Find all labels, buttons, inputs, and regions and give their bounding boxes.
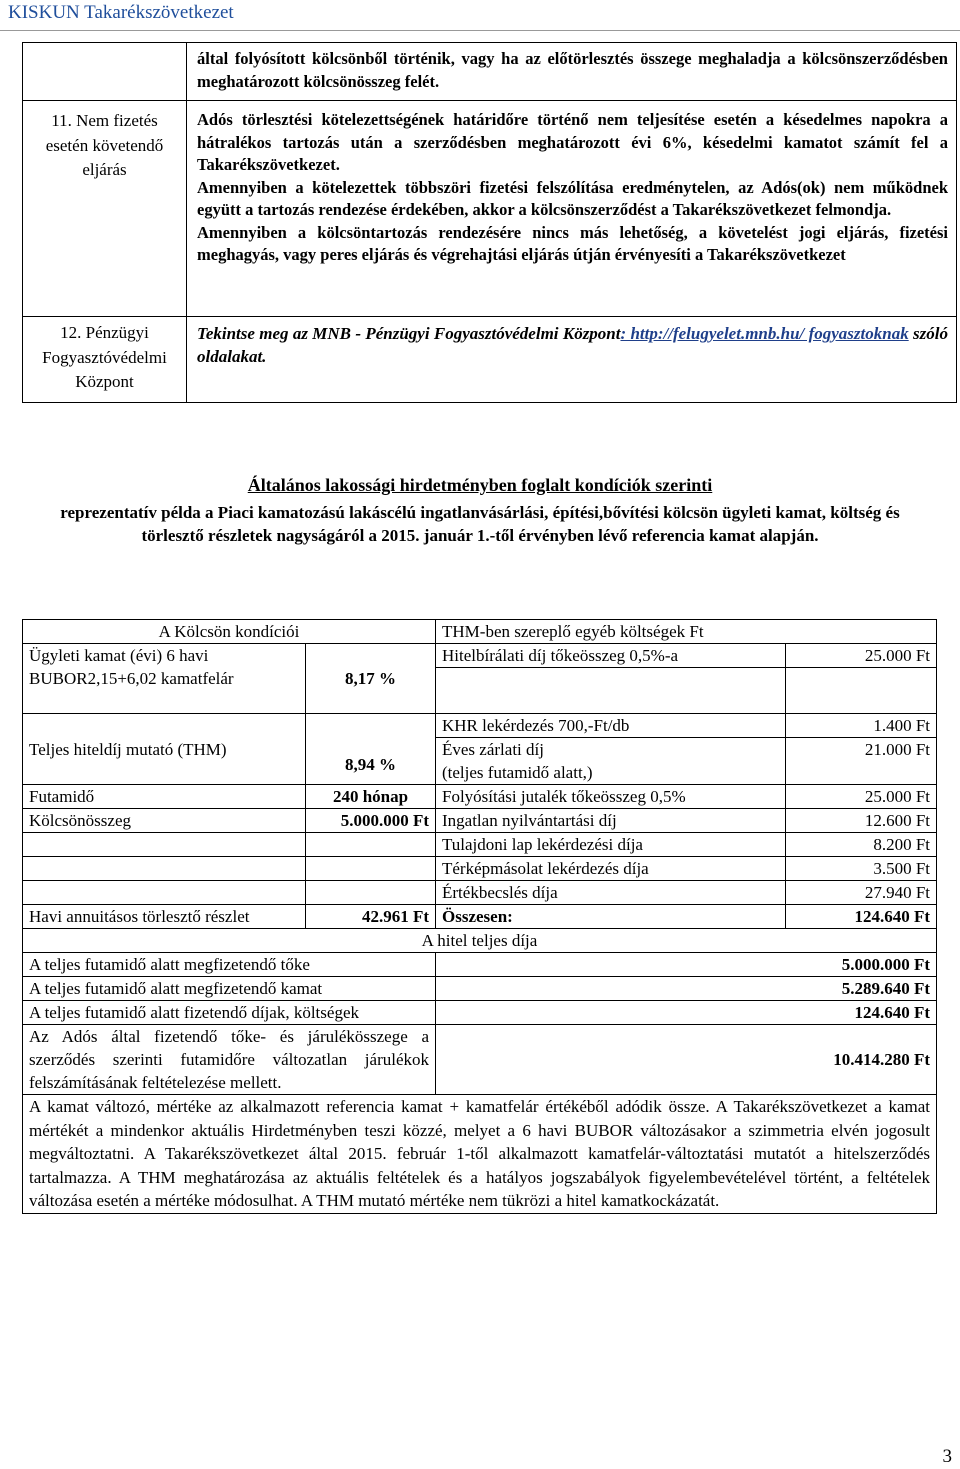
cost-value-2: 21.000 Ft bbox=[786, 738, 937, 785]
thm-label: Teljes hiteldíj mutató (THM) bbox=[23, 714, 306, 785]
document-header-title: KISKUN Takarékszövetkezet bbox=[8, 2, 234, 23]
section-11-p1: Adós törlesztési kötelezettségének határidőre történő nem teljesítése esetén a késedelmes napokra a hátralékos tartozás után a szerződésben meghatározott évi 6%, késedelmi kamatot számít fel a Takarékszövetkezet. bbox=[197, 110, 948, 174]
notes-text: A kamat változó, mértéke az alkalmazott referencia kamat + kamatfelár értékéből adódik össze. A Takarékszövetkezet a kamat mértékét a mindenkor aktuális Hirdetményben teszi közzé, melyet a 6 havi BUBOR változásakor a szimmetria elvén jogosult megváltoztatni. A Takarékszövetkezet által 2015. február 1-től alkalmazott kamatfelár-változtatási mutatót a hitelszerződés tartalmazza. A THM meghatározása az aktuális feltételek és a hatályos jogszabályok figyelembevételével történt, a feltételek változása esetén a mértéke módosulhat. A THM mutató mértéke nem tükrözi a hitel kamatkockázatát. bbox=[23, 1095, 937, 1214]
fee-value-0: 5.000.000 Ft bbox=[436, 953, 937, 977]
section-11-label: 11. Nem fizetés esetén követendő eljárás bbox=[45, 111, 164, 179]
cost-name-5: Tulajdoni lap lekérdezési díja bbox=[436, 833, 786, 857]
fee-value-2: 124.640 Ft bbox=[436, 1001, 937, 1025]
term-label: Futamidő bbox=[23, 785, 306, 809]
cost-value-4: 12.600 Ft bbox=[786, 809, 937, 833]
cost-value-0: 25.000 Ft bbox=[786, 644, 937, 668]
total-value: 124.640 Ft bbox=[786, 905, 937, 929]
cost-name-2-main: Éves zárlati díj bbox=[442, 740, 544, 759]
mnb-intro: Tekintse meg az MNB - Pénzügyi Fogyasztóvédelmi Központ bbox=[197, 324, 621, 343]
example-heading bbox=[0, 474, 960, 547]
heading-line-1: Általános lakossági hirdetményben foglalt kondíciók szerinti bbox=[247, 475, 713, 495]
cost-value-6: 3.500 Ft bbox=[786, 857, 937, 881]
loan-conditions-table bbox=[22, 619, 937, 1214]
empty-cell bbox=[306, 857, 436, 881]
section-11-body bbox=[187, 101, 957, 317]
thm-value: 8,94 % bbox=[306, 714, 436, 785]
empty-cost-cell bbox=[436, 668, 786, 714]
amount-value: 5.000.000 Ft bbox=[306, 809, 436, 833]
total-fee-header: A hitel teljes díja bbox=[23, 929, 937, 953]
empty-label-cell bbox=[23, 43, 187, 101]
cost-name-2 bbox=[436, 738, 786, 785]
section-12-body bbox=[187, 317, 957, 403]
costs-header: THM-ben szereplő egyéb költségek Ft bbox=[436, 620, 937, 644]
section-12-label-cell bbox=[23, 317, 187, 403]
page-number: 3 bbox=[942, 1446, 952, 1467]
mnb-outro: szóló oldalakat. bbox=[197, 324, 948, 366]
cost-name-2-sub: (teljes futamidő alatt,) bbox=[442, 763, 593, 782]
fee-value-3: 10.414.280 Ft bbox=[436, 1025, 937, 1095]
cost-name-6: Térképmásolat lekérdezés díja bbox=[436, 857, 786, 881]
cost-value-7: 27.940 Ft bbox=[786, 881, 937, 905]
header-divider bbox=[0, 30, 960, 31]
monthly-value: 42.961 Ft bbox=[306, 905, 436, 929]
empty-cell bbox=[23, 857, 306, 881]
section-12-label: 12. Pénzügyi Fogyasztóvédelmi Központ bbox=[42, 323, 167, 391]
section-11-label-cell bbox=[23, 101, 187, 317]
fee-name-1: A teljes futamidő alatt megfizetendő kamat bbox=[23, 977, 436, 1001]
cost-value-1: 1.400 Ft bbox=[786, 714, 937, 738]
empty-cost-value bbox=[786, 668, 937, 714]
empty-cell bbox=[306, 833, 436, 857]
empty-cell bbox=[23, 833, 306, 857]
fee-name-0: A teljes futamidő alatt megfizetendő tőke bbox=[23, 953, 436, 977]
monthly-label: Havi annuitásos törlesztő részlet bbox=[23, 905, 306, 929]
continuation-text: által folyósított kölcsönből történik, vagy ha az előtörlesztés összege meghaladja a kölcsönszerződésben meghatározott kölcsönösszeg felét. bbox=[197, 49, 948, 91]
cost-value-3: 25.000 Ft bbox=[786, 785, 937, 809]
interest-label: Ügyleti kamat (évi) 6 havi BUBOR2,15+6,02 kamatfelár bbox=[23, 644, 306, 714]
info-sections-table bbox=[22, 42, 957, 403]
mnb-link[interactable]: : http://felugyelet.mnb.hu/ fogyasztoknak bbox=[620, 324, 909, 343]
total-label: Összesen: bbox=[436, 905, 786, 929]
conditions-header: A Kölcsön kondíciói bbox=[23, 620, 436, 644]
section-11-p2: Amennyiben a kötelezettek többszöri fizetési felszólítása eredménytelen, az Adós(ok) nem működnek együtt a tartozás rendezése érdekében, akkor a kölcsönszerződést a Takarékszövetkezet felmondja. bbox=[197, 177, 948, 219]
continuation-cell bbox=[187, 43, 957, 101]
section-11-p3: Amennyiben a kölcsöntartozás rendezésére nincs más lehetőség, a követelést jogi eljárás, fizetési meghagyás, vagy peres eljárás és végrehajtási eljárás útján érvényesíti a Takarékszövetkezet bbox=[197, 222, 948, 264]
empty-cell bbox=[306, 881, 436, 905]
cost-name-0: Hitelbírálati díj tőkeösszeg 0,5%-a bbox=[436, 644, 786, 668]
interest-value: 8,17 % bbox=[306, 644, 436, 714]
cost-name-7: Értékbecslés díja bbox=[436, 881, 786, 905]
term-value: 240 hónap bbox=[306, 785, 436, 809]
cost-name-1: KHR lekérdezés 700,-Ft/db bbox=[436, 714, 786, 738]
heading-line-2: reprezentatív példa a Piaci kamatozású lakáscélú ingatlanvásárlási, építési,bővítési kölcsön ügyleti kamat, költség és törlesztő részletek nagyságáról a 2015. január 1.-től érvényben lévő referencia kamat alapján. bbox=[60, 503, 900, 545]
fee-value-1: 5.289.640 Ft bbox=[436, 977, 937, 1001]
section-12-text bbox=[187, 317, 956, 368]
cost-value-5: 8.200 Ft bbox=[786, 833, 937, 857]
fee-name-2: A teljes futamidő alatt fizetendő díjak, költségek bbox=[23, 1001, 436, 1025]
amount-label: Kölcsönösszeg bbox=[23, 809, 306, 833]
cost-name-4: Ingatlan nyilvántartási díj bbox=[436, 809, 786, 833]
fee-name-3: Az Adós által fizetendő tőke- és járulékösszege a szerződés szerinti futamidőre változatlan járulékok felszámításának feltételezése mellett. bbox=[23, 1025, 436, 1095]
empty-cell bbox=[23, 881, 306, 905]
cost-name-3: Folyósítási jutalék tőkeösszeg 0,5% bbox=[436, 785, 786, 809]
